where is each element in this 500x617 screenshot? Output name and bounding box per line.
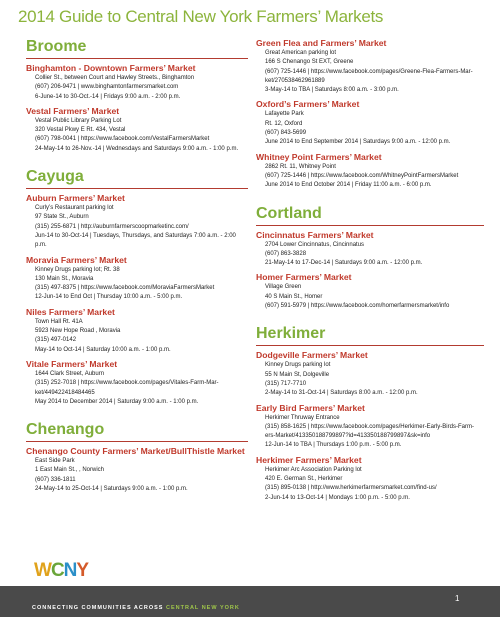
left-column [26,38,248,498]
market-name: Moravia Farmers’ Market [26,254,127,265]
market-entry [256,350,484,398]
market-detail-line: (315) 497-8375 | https://www.facebook.com/MoraviaFarmersMarket [35,285,215,292]
market-detail-line: 40 S Main St., Homer [265,293,323,300]
market-entry [256,230,484,269]
market-detail-line: June 2014 to End October 2014 | Friday 11:00 a.m. - 6:00 p.m. [265,182,432,189]
footer-tagline: CONNECTING COMMUNITIES ACROSS CENTRAL NEW YORK [32,605,240,611]
market-entry [256,152,484,191]
market-name: Oxford’s Farmers’ Market [256,99,360,110]
market-detail-line: (607) 206-9471 | www.binghamtonfarmersmarket.com [35,84,179,91]
market-detail-line: 12-Jun-14 to TBA | Thursdays 1:00 p.m. - 5:00 p.m. [265,442,402,449]
market-detail-line: (315) 252-7018 | https://www.facebook.com/pages/Vitales-Farm-Mar- [35,380,219,387]
market-detail-line: June 2014 to End September 2014 | Saturdays 9:00 a.m. - 12:00 p.m. [265,139,451,146]
market-name: Vitale Farmers’ Market [26,358,118,369]
market-detail-line: 2-Jun-14 to 13-Oct-14 | Mondays 1:00 p.m. - 5:00 p.m. [265,494,410,501]
market-detail-line: (315) 858-1625 | https://www.facebook.com/pages/Herkimer-Early-Birds-Farm- [265,423,474,430]
market-detail-line: 2704 Lower Cincinnatus, Cincinnatus [265,241,365,248]
market-detail-line: Herkimer Thruway Entrance [265,414,340,421]
market-detail-line: 320 Vestal Pkwy E Rt. 434, Vestal [35,127,126,134]
market-detail-line: (607) 725-1446 | https://www.facebook.com/pages/Greene-Flea-Farmers-Mar- [265,68,473,75]
market-entry [26,106,248,154]
market-detail-line: 21-May-14 to 17-Dec-14 | Saturdays 9:00 a.m. - 12:00 p.m. [265,260,423,267]
market-detail-line: Village Green [265,284,302,291]
market-entry [26,63,248,102]
market-detail-line: 5923 New Hope Road , Moravia [35,328,121,335]
region-section [256,38,484,191]
market-name: Niles Farmers’ Market [26,306,115,317]
market-detail-line: May 2014 to December 2014 | Saturday 9:00 a.m. - 1:00 p.m. [35,398,199,405]
footer-bar [0,586,500,617]
wcny-logo: WCNY [34,560,89,581]
market-detail-line: 3-May-14 to TBA | Saturdays 8:00 a.m. - 3:00 p.m. [265,87,399,94]
market-detail-line: (315) 895-0138 | http://www.herkimerfarmersmarket.com/find-us/ [265,485,437,492]
market-detail-line: (315) 497-0142 [35,337,77,344]
market-detail-line: Lafayette Park [265,111,304,118]
region-section [26,421,248,494]
market-detail-line: Collier St., between Court and Hawley Streets., Binghamton [35,75,195,81]
region-section [26,38,248,154]
market-detail-line: (607) 843-5699 [265,130,307,137]
market-entry [256,272,484,311]
market-entry [26,307,248,355]
market-detail-line: (607) 725-1446 | https://www.facebook.com/WhitneyPointFarmersMarket [265,172,459,179]
page-number: 1 [455,594,460,603]
market-detail-line: (607) 798-0041 | https://www.facebook.com/VestalFarmersMarket [35,136,210,143]
market-detail-line: 24-May-14 to 25-Oct-14 | Saturdays 9:00 a.m. - 1:00 p.m. [35,486,188,493]
market-detail-line: (315) 717-7710 [265,380,307,387]
market-detail-line: 166 S Chenango St EXT, Greene [265,59,354,66]
market-entry [256,455,484,503]
market-name: Chenango County Farmers’ Market/BullThistle Market [26,446,245,457]
market-detail-line: 1 East Main St., , Norwich [35,467,105,474]
market-detail-line: Herkimer Arc Association Parking lot [265,466,362,473]
market-name: Green Flea and Farmers’ Market [256,38,387,48]
market-detail-line: ers-Market/413350188799897?id=413350188799897&sk=info [265,433,431,440]
market-detail-line: Curly’s Restaurant parking lot [35,205,114,212]
market-detail-line: 2862 Rt. 11, Whitney Point [265,163,336,170]
market-name: Dodgeville Farmers’ Market [256,350,368,361]
market-detail-line: (607) 863-3828 [265,250,307,257]
market-entry [256,38,484,95]
market-detail-line: 97 State St., Auburn [35,214,89,221]
market-entry [26,255,248,303]
region-heading: Cortland [256,205,484,226]
market-detail-line: 6-June-14 to 30-Oct.-14 | Fridays 9:00 a.m. - 2:00 p.m. [35,93,181,100]
market-detail-line: Kinney Drugs parking lot [265,362,331,369]
market-entry [256,403,484,451]
market-name: Auburn Farmers’ Market [26,193,125,204]
market-detail-line: 130 Main St., Moravia [35,275,94,282]
market-name: Early Bird Farmers’ Market [256,402,365,413]
region-section [26,168,248,407]
page-title: 2014 Guide to Central New York Farmers’ Markets [18,7,384,26]
market-detail-line: Town Hall Rt. 41A [35,318,83,325]
market-name: Vestal Farmers’ Market [26,105,120,116]
region-heading: Broome [26,38,248,59]
market-detail-line: Rt. 12, Oxford [265,120,303,127]
region-heading: Herkimer [256,325,484,346]
market-entry [256,99,484,147]
market-name: Cincinnatus Farmers’ Market [256,229,374,240]
market-detail-line: (607) 336-1811 [35,476,76,483]
market-detail-line: 12-Jun-14 to End Oct | Thursday 10:00 a.m. - 5:00 p.m. [35,294,183,301]
market-name: Herkimer Farmers’ Market [256,454,362,465]
market-detail-line: ket/270538462961889 [265,77,325,84]
market-detail-line: 24-May-14 to 26-Nov.-14 | Wednesdays and Saturdays 9:00 a.m. - 1:00 p.m. [35,145,239,152]
market-name: Binghamton - Downtown Farmers’ Market [26,63,196,73]
market-detail-line: East Side Park [35,458,75,465]
region-heading: Chenango [26,421,248,442]
region-section [256,325,484,503]
market-detail-line: ket/449422418484465 [35,389,95,396]
market-name: Whitney Point Farmers’ Market [256,151,382,162]
market-detail-line: Great American parking lot [265,50,337,56]
market-detail-line: Jun-14 to 30-Oct-14 | Tuesdays, Thursdays, and Saturdays 7:00 a.m. - 2:00 p.m. [35,232,236,249]
market-detail-line: Vestal Public Library Parking Lot [35,117,122,124]
market-detail-line: 2-May-14 to 31-Oct-14 | Saturdays 8:00 a.m. - 12:00 p.m. [265,390,418,397]
market-detail-line: (315) 255-6871 | http://auburnfarmerscoopmarketinc.com/ [35,223,189,230]
market-detail-line: 55 N Main St, Dolgeville [265,371,330,378]
region-heading: Cayuga [26,168,248,189]
right-column [256,38,484,507]
market-entry [26,359,248,407]
market-detail-line: (607) 591-5979 | https://www.facebook.com/homerfarmersmarket/info [265,303,450,310]
market-detail-line: May-14 to Oct-14 | Saturday 10:00 a.m. - 1:00 p.m. [35,346,171,353]
region-section [256,205,484,312]
market-detail-line: 1644 Clark Street, Auburn [35,370,105,377]
market-entry [26,193,248,250]
market-detail-line: Kinney Drugs parking lot; Rt. 38 [35,266,120,273]
market-name: Homer Farmers’ Market [256,272,352,283]
market-detail-line: 420 E. German St., Herkimer [265,476,343,483]
market-entry [26,446,248,494]
